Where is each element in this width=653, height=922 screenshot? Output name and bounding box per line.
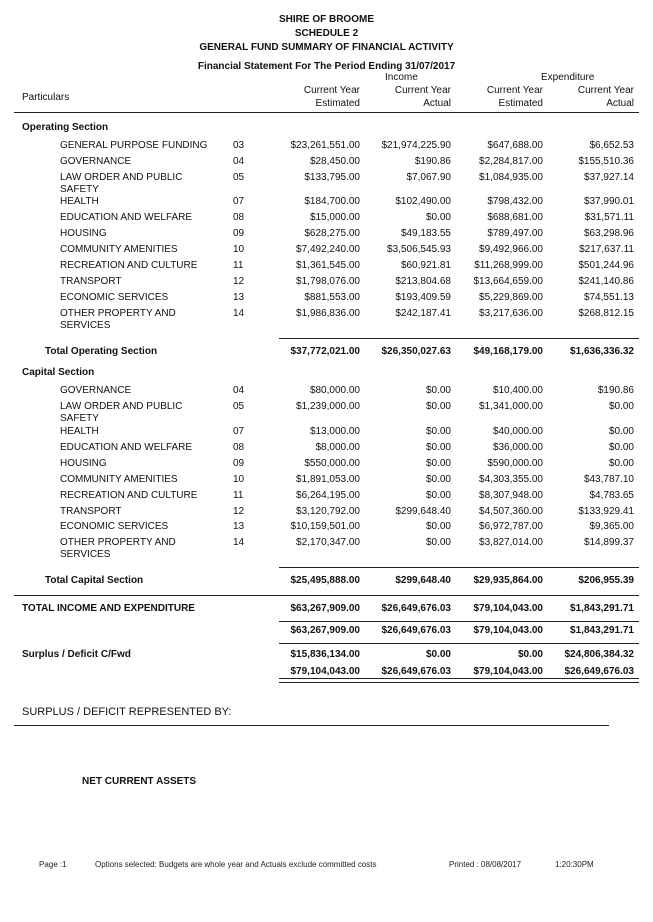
- expenditure-estimated-cell: $40,000.00: [492, 426, 543, 437]
- income-actual-cell: $60,921.81: [400, 260, 451, 271]
- col2-header-line1: Current Year: [394, 85, 451, 96]
- expenditure-actual-cell: $190.86: [597, 385, 634, 396]
- code-cell: 09: [233, 458, 245, 469]
- particulars-cell: ECONOMIC SERVICES: [60, 292, 169, 303]
- income-actual-cell: $0.00: [425, 401, 451, 412]
- footer-options: Options selected: Budgets are whole year and Actuals exclude committed costs: [95, 860, 377, 869]
- income-estimated-cell: $3,120,792.00: [296, 506, 360, 517]
- surplus-rule-2: [279, 682, 639, 683]
- income-actual-cell: $0.00: [425, 521, 451, 532]
- expenditure-estimated-cell: $1,084,935.00: [479, 172, 543, 183]
- expenditure-actual-cell: $6,652.53: [589, 140, 634, 151]
- code-cell: 13: [233, 292, 245, 303]
- expenditure-actual-cell: $501,244.96: [578, 260, 634, 271]
- expenditure-estimated-cell: $2,284,817.00: [479, 156, 543, 167]
- expenditure-estimated-cell: $9,492,966.00: [479, 244, 543, 255]
- particulars-cell: RECREATION AND CULTURE: [60, 260, 198, 271]
- income-actual-cell: $0.00: [425, 474, 451, 485]
- particulars-cell: LAW ORDER AND PUBLIC SAFETY: [60, 172, 183, 195]
- code-cell: 07: [233, 196, 245, 207]
- expenditure-estimated-cell: $49,168,179.00: [473, 346, 543, 357]
- income-actual-cell: $299,648.40: [395, 506, 451, 517]
- particulars-cell: Total Operating Section: [45, 346, 158, 357]
- expenditure-actual-cell: $217,637.11: [579, 244, 634, 255]
- operating-section-label: Operating Section: [22, 122, 109, 133]
- code-cell: 14: [233, 308, 245, 319]
- particulars-cell: HEALTH: [60, 196, 99, 207]
- expenditure-actual-cell: $241,140.86: [578, 276, 634, 287]
- income-actual-cell: $0.00: [425, 212, 451, 223]
- expenditure-estimated-cell: $1,341,000.00: [479, 401, 543, 412]
- particulars-cell: GOVERNANCE: [60, 385, 132, 396]
- code-cell: 13: [233, 521, 245, 532]
- expenditure-estimated-cell: $5,229,869.00: [479, 292, 543, 303]
- income-estimated-cell: $63,267,909.00: [290, 625, 360, 636]
- income-actual-cell: $242,187.41: [395, 308, 451, 319]
- expenditure-actual-cell: $24,806,384.32: [564, 649, 634, 660]
- income-estimated-cell: $28,450.00: [309, 156, 360, 167]
- expenditure-estimated-cell: $13,664,659.00: [473, 276, 543, 287]
- income-estimated-cell: $1,891,053.00: [296, 474, 360, 485]
- expenditure-estimated-cell: $688,681.00: [487, 212, 543, 223]
- grand-total-rule-top: [14, 595, 639, 596]
- col4-header-line2: Actual: [606, 98, 634, 109]
- code-cell: 04: [233, 385, 245, 396]
- expenditure-actual-cell: $268,812.15: [578, 308, 634, 319]
- income-estimated-cell: $8,000.00: [315, 442, 360, 453]
- expenditure-actual-cell: $26,649,676.03: [564, 666, 634, 677]
- code-cell: 08: [233, 442, 245, 453]
- income-actual-cell: $26,649,676.03: [381, 625, 451, 636]
- income-actual-cell: $49,183.55: [400, 228, 451, 239]
- expenditure-actual-cell: $74,551.13: [583, 292, 634, 303]
- col1-header-line1: Current Year: [303, 85, 360, 96]
- code-cell: 11: [233, 260, 244, 271]
- expenditure-actual-cell: $4,783.65: [589, 490, 634, 501]
- code-cell: 05: [233, 401, 245, 412]
- income-actual-cell: $0.00: [425, 458, 451, 469]
- income-estimated-cell: $7,492,240.00: [296, 244, 360, 255]
- income-actual-cell: $3,506,545.93: [387, 244, 451, 255]
- expenditure-actual-cell: $1,636,336.32: [570, 346, 634, 357]
- expenditure-actual-cell: $31,571.11: [584, 212, 634, 223]
- expenditure-actual-cell: $43,787.10: [583, 474, 634, 485]
- code-cell: 12: [233, 276, 245, 287]
- particulars-cell: COMMUNITY AMENITIES: [60, 474, 178, 485]
- col4-header-line1: Current Year: [577, 85, 634, 96]
- report-title: GENERAL FUND SUMMARY OF FINANCIAL ACTIVITY: [199, 42, 454, 53]
- income-estimated-cell: $881,553.00: [304, 292, 360, 303]
- income-estimated-cell: $184,700.00: [304, 196, 360, 207]
- income-estimated-cell: $79,104,043.00: [290, 666, 360, 677]
- expenditure-estimated-cell: $11,268,999.00: [474, 260, 543, 271]
- income-estimated-cell: $628,275.00: [304, 228, 360, 239]
- expenditure-actual-cell: $206,955.39: [578, 575, 634, 586]
- expenditure-estimated-cell: $4,303,355.00: [479, 474, 543, 485]
- particulars-cell: EDUCATION AND WELFARE: [60, 442, 193, 453]
- expenditure-estimated-cell: $29,935,864.00: [473, 575, 543, 586]
- code-cell: 10: [233, 474, 245, 485]
- income-actual-cell: $0.00: [425, 442, 451, 453]
- footer-printed: Printed : 08/08/2017: [449, 860, 522, 869]
- particulars-cell: GENERAL PURPOSE FUNDING: [60, 140, 208, 151]
- particulars-cell: TOTAL INCOME AND EXPENDITURE: [22, 603, 195, 614]
- code-cell: 04: [233, 156, 245, 167]
- expenditure-actual-cell: $0.00: [608, 426, 634, 437]
- col2-header-line2: Actual: [423, 98, 451, 109]
- expenditure-actual-cell: $37,990.01: [583, 196, 634, 207]
- expenditure-estimated-cell: $6,972,787.00: [479, 521, 543, 532]
- schedule-title: SCHEDULE 2: [294, 28, 359, 39]
- particulars-cell: RECREATION AND CULTURE: [60, 490, 198, 501]
- particulars-cell: Surplus / Deficit C/Fwd: [22, 649, 131, 660]
- grand-total-rule: [279, 621, 639, 622]
- particulars-cell: HOUSING: [60, 458, 107, 469]
- surplus-rule-1: [279, 678, 639, 679]
- expenditure-estimated-cell: $8,307,948.00: [479, 490, 543, 501]
- expenditure-estimated-cell: $4,507,360.00: [479, 506, 543, 517]
- code-cell: 05: [233, 172, 245, 183]
- expenditure-actual-cell: $37,927.14: [583, 172, 634, 183]
- expenditure-estimated-cell: $3,217,636.00: [479, 308, 543, 319]
- expenditure-actual-cell: $0.00: [608, 442, 634, 453]
- code-cell: 11: [233, 490, 244, 501]
- particulars-cell: OTHER PROPERTY AND SERVICES: [60, 537, 176, 560]
- footer-page: Page :1: [39, 860, 67, 869]
- grand-total-rule-bottom: [279, 643, 639, 644]
- particulars-cell: GOVERNANCE: [60, 156, 132, 167]
- expenditure-estimated-cell: $79,104,043.00: [473, 666, 543, 677]
- income-estimated-cell: $80,000.00: [309, 385, 360, 396]
- income-actual-cell: $26,350,027.63: [381, 346, 451, 357]
- expenditure-actual-cell: $1,843,291.71: [570, 603, 634, 614]
- income-actual-cell: $299,648.40: [395, 575, 451, 586]
- income-estimated-cell: $550,000.00: [304, 458, 360, 469]
- expenditure-actual-cell: $63,298.96: [583, 228, 634, 239]
- income-estimated-cell: $15,000.00: [309, 212, 360, 223]
- particulars-cell: HOUSING: [60, 228, 107, 239]
- income-actual-cell: $0.00: [425, 537, 451, 548]
- expenditure-actual-cell: $0.00: [608, 401, 634, 412]
- expenditure-estimated-cell: $647,688.00: [487, 140, 543, 151]
- income-estimated-cell: $1,361,545.00: [296, 260, 360, 271]
- income-estimated-cell: $2,170,347.00: [296, 537, 360, 548]
- expenditure-actual-cell: $14,899.37: [583, 537, 634, 548]
- income-actual-cell: $190.86: [414, 156, 451, 167]
- income-actual-cell: $0.00: [425, 426, 451, 437]
- net-current-assets-label: NET CURRENT ASSETS: [82, 776, 197, 787]
- expenditure-actual-cell: $133,929.41: [578, 506, 634, 517]
- income-estimated-cell: $10,159,501.00: [290, 521, 360, 532]
- footer-time: 1:20:30PM: [555, 860, 594, 869]
- particulars-cell: Total Capital Section: [45, 575, 144, 586]
- income-estimated-cell: $37,772,021.00: [290, 346, 360, 357]
- expenditure-estimated-cell: $789,497.00: [487, 228, 543, 239]
- expenditure-header: Expenditure: [541, 72, 595, 83]
- col1-header-line2: Estimated: [315, 98, 360, 109]
- income-actual-cell: $193,409.59: [395, 292, 451, 303]
- code-cell: 14: [233, 537, 245, 548]
- particulars-cell: EDUCATION AND WELFARE: [60, 212, 193, 223]
- expenditure-actual-cell: $1,843,291.71: [570, 625, 634, 636]
- code-cell: 07: [233, 426, 245, 437]
- expenditure-estimated-cell: $798,432.00: [487, 196, 543, 207]
- expenditure-estimated-cell: $590,000.00: [487, 458, 543, 469]
- code-cell: 03: [233, 140, 245, 151]
- income-estimated-cell: $25,495,888.00: [290, 575, 360, 586]
- expenditure-actual-cell: $155,510.36: [578, 156, 634, 167]
- period-title: Financial Statement For The Period Ending 31/07/2017: [197, 61, 456, 72]
- particulars-cell: OTHER PROPERTY AND SERVICES: [60, 308, 176, 331]
- income-actual-cell: $102,490.00: [395, 196, 451, 207]
- income-estimated-cell: $23,261,551.00: [290, 140, 360, 151]
- particulars-header: Particulars: [22, 92, 70, 103]
- particulars-cell: TRANSPORT: [60, 506, 122, 517]
- represented-by-label: SURPLUS / DEFICIT REPRESENTED BY:: [22, 706, 232, 718]
- income-actual-cell: $26,649,676.03: [381, 666, 451, 677]
- expenditure-estimated-cell: $0.00: [517, 649, 543, 660]
- income-estimated-cell: $15,836,134.00: [290, 649, 360, 660]
- income-estimated-cell: $1,239,000.00: [296, 401, 360, 412]
- particulars-cell: HEALTH: [60, 426, 99, 437]
- capital-section-label: Capital Section: [22, 367, 95, 378]
- operating-total-rule: [279, 338, 639, 339]
- particulars-cell: LAW ORDER AND PUBLIC SAFETY: [60, 401, 183, 424]
- expenditure-estimated-cell: $79,104,043.00: [473, 625, 543, 636]
- income-actual-cell: $26,649,676.03: [381, 603, 451, 614]
- income-actual-cell: $213,804.68: [395, 276, 451, 287]
- income-actual-cell: $0.00: [425, 490, 451, 501]
- particulars-cell: TRANSPORT: [60, 276, 122, 287]
- income-estimated-cell: $1,986,836.00: [296, 308, 360, 319]
- code-cell: 10: [233, 244, 245, 255]
- expenditure-estimated-cell: $36,000.00: [492, 442, 543, 453]
- income-estimated-cell: $1,798,076.00: [296, 276, 360, 287]
- income-actual-cell: $7,067.90: [406, 172, 451, 183]
- code-cell: 12: [233, 506, 245, 517]
- code-cell: 09: [233, 228, 245, 239]
- org-title: SHIRE OF BROOME: [278, 14, 374, 25]
- code-cell: 08: [233, 212, 245, 223]
- expenditure-estimated-cell: $3,827,014.00: [479, 537, 543, 548]
- col3-header-line2: Estimated: [498, 98, 543, 109]
- capital-total-rule: [279, 567, 639, 568]
- income-estimated-cell: $6,264,195.00: [296, 490, 360, 501]
- particulars-cell: COMMUNITY AMENITIES: [60, 244, 178, 255]
- expenditure-actual-cell: $9,365.00: [589, 521, 634, 532]
- expenditure-estimated-cell: $79,104,043.00: [473, 603, 543, 614]
- income-actual-cell: $21,974,225.90: [381, 140, 451, 151]
- represented-by-rule: [14, 725, 609, 726]
- expenditure-actual-cell: $0.00: [608, 458, 634, 469]
- income-actual-cell: $0.00: [425, 649, 451, 660]
- income-actual-cell: $0.00: [425, 385, 451, 396]
- income-estimated-cell: $63,267,909.00: [290, 603, 360, 614]
- expenditure-estimated-cell: $10,400.00: [492, 385, 543, 396]
- income-estimated-cell: $133,795.00: [304, 172, 360, 183]
- income-estimated-cell: $13,000.00: [309, 426, 360, 437]
- particulars-cell: ECONOMIC SERVICES: [60, 521, 169, 532]
- income-header: Income: [385, 72, 418, 83]
- col3-header-line1: Current Year: [486, 85, 543, 96]
